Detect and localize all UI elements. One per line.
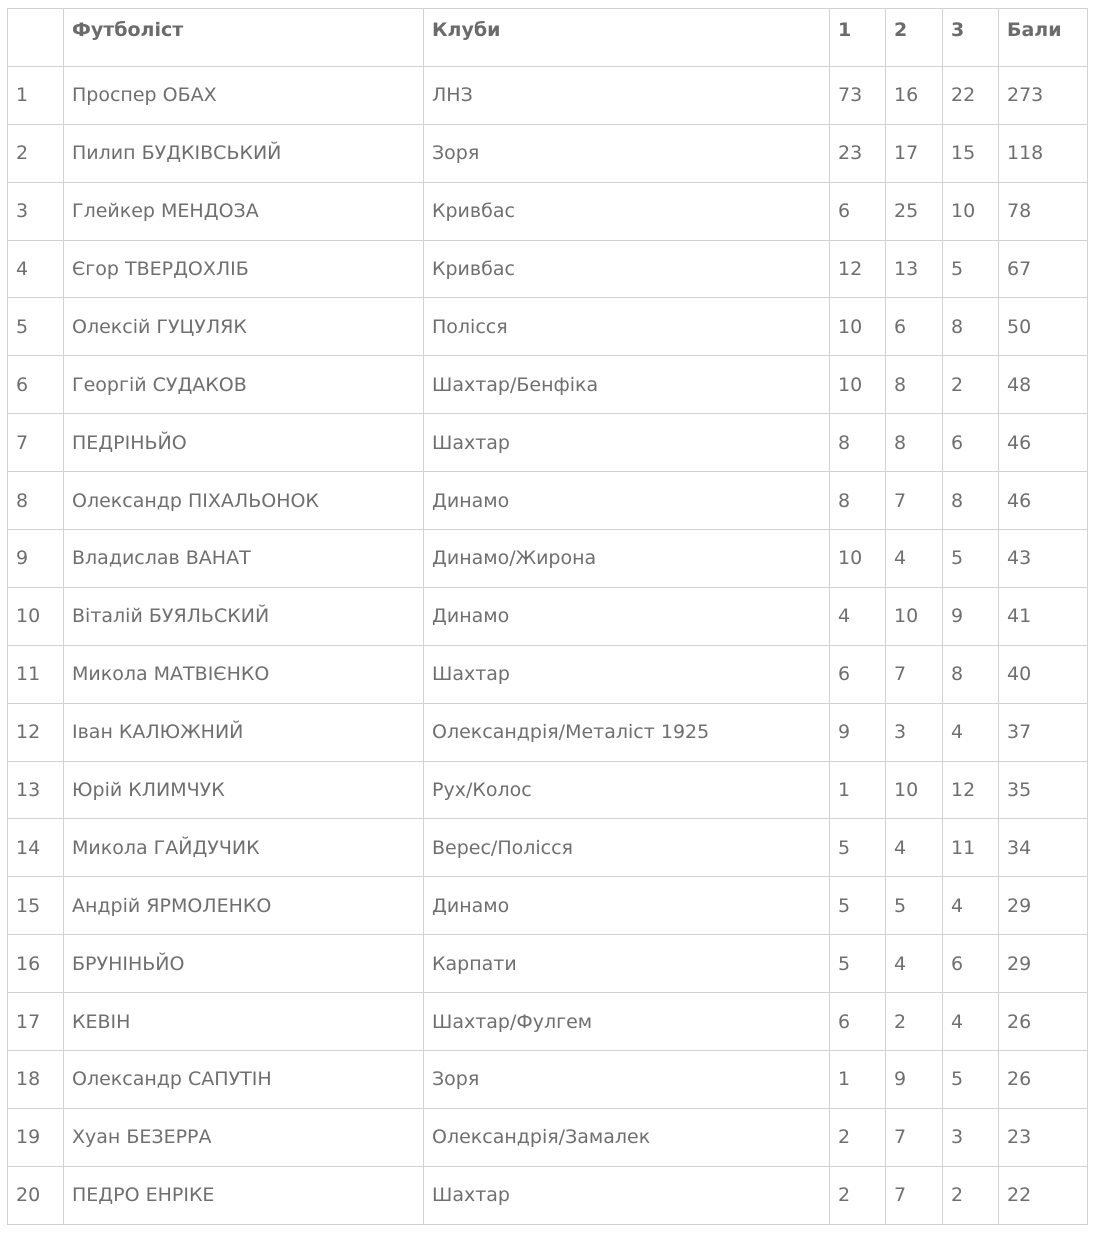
cell-third-place-votes: 12 [943, 761, 999, 819]
cell-first-place-votes: 2 [830, 1166, 886, 1224]
cell-rank: 5 [8, 298, 64, 356]
cell-third-place-votes: 5 [943, 1051, 999, 1109]
cell-points: 37 [999, 703, 1088, 761]
cell-second-place-votes: 2 [886, 993, 943, 1051]
cell-first-place-votes: 5 [830, 819, 886, 877]
cell-player: БРУНІНЬЙО [64, 935, 424, 993]
cell-club: Шахтар/Бенфіка [424, 356, 830, 414]
cell-club: Карпати [424, 935, 830, 993]
cell-third-place-votes: 4 [943, 993, 999, 1051]
cell-first-place-votes: 5 [830, 877, 886, 935]
table-row [8, 819, 1088, 877]
cell-third-place-votes: 15 [943, 124, 999, 182]
cell-player: Іван КАЛЮЖНИЙ [64, 703, 424, 761]
cell-first-place-votes: 6 [830, 645, 886, 703]
cell-club: Динамо [424, 587, 830, 645]
cell-rank: 17 [8, 993, 64, 1051]
cell-second-place-votes: 7 [886, 1108, 943, 1166]
cell-points: 78 [999, 182, 1088, 240]
cell-rank: 3 [8, 182, 64, 240]
cell-player: Андрій ЯРМОЛЕНКО [64, 877, 424, 935]
table-row [8, 1051, 1088, 1109]
cell-second-place-votes: 10 [886, 587, 943, 645]
cell-club: ЛНЗ [424, 66, 830, 124]
cell-second-place-votes: 7 [886, 1166, 943, 1224]
cell-club: Верес/Полісся [424, 819, 830, 877]
cell-points: 22 [999, 1166, 1088, 1224]
table-row [8, 182, 1088, 240]
cell-second-place-votes: 4 [886, 935, 943, 993]
cell-rank: 20 [8, 1166, 64, 1224]
cell-club: Полісся [424, 298, 830, 356]
table-row [8, 877, 1088, 935]
cell-first-place-votes: 8 [830, 472, 886, 530]
cell-rank: 13 [8, 761, 64, 819]
cell-second-place-votes: 7 [886, 645, 943, 703]
header-club: Клуби [424, 9, 830, 67]
table-row [8, 472, 1088, 530]
cell-points: 26 [999, 1051, 1088, 1109]
cell-third-place-votes: 8 [943, 472, 999, 530]
table-row [8, 124, 1088, 182]
cell-club: Шахтар/Фулгем [424, 993, 830, 1051]
table-row [8, 1166, 1088, 1224]
cell-points: 34 [999, 819, 1088, 877]
table-row [8, 298, 1088, 356]
cell-third-place-votes: 22 [943, 66, 999, 124]
cell-club: Шахтар [424, 1166, 830, 1224]
cell-second-place-votes: 7 [886, 472, 943, 530]
cell-club: Динамо/Жирона [424, 530, 830, 588]
table-row [8, 761, 1088, 819]
cell-points: 40 [999, 645, 1088, 703]
cell-rank: 15 [8, 877, 64, 935]
cell-first-place-votes: 5 [830, 935, 886, 993]
cell-player: Олексій ГУЦУЛЯК [64, 298, 424, 356]
cell-points: 67 [999, 240, 1088, 298]
cell-first-place-votes: 1 [830, 1051, 886, 1109]
cell-player: Владислав ВАНАТ [64, 530, 424, 588]
cell-second-place-votes: 16 [886, 66, 943, 124]
table-header [8, 9, 1088, 67]
cell-player: Олександр ПІХАЛЬОНОК [64, 472, 424, 530]
table-row [8, 414, 1088, 472]
cell-third-place-votes: 5 [943, 530, 999, 588]
cell-points: 26 [999, 993, 1088, 1051]
header-points: Бали [999, 9, 1088, 67]
cell-second-place-votes: 4 [886, 819, 943, 877]
table-body [8, 66, 1088, 1224]
header-player: Футболіст [64, 9, 424, 67]
cell-first-place-votes: 8 [830, 414, 886, 472]
cell-first-place-votes: 23 [830, 124, 886, 182]
cell-rank: 11 [8, 645, 64, 703]
table-row [8, 66, 1088, 124]
cell-club: Динамо [424, 877, 830, 935]
cell-club: Кривбас [424, 240, 830, 298]
cell-second-place-votes: 9 [886, 1051, 943, 1109]
cell-rank: 16 [8, 935, 64, 993]
cell-club: Олександрія/Замалек [424, 1108, 830, 1166]
cell-third-place-votes: 4 [943, 877, 999, 935]
cell-club: Олександрія/Металіст 1925 [424, 703, 830, 761]
cell-points: 48 [999, 356, 1088, 414]
cell-second-place-votes: 8 [886, 414, 943, 472]
cell-rank: 10 [8, 587, 64, 645]
cell-player: Юрій КЛИМЧУК [64, 761, 424, 819]
cell-rank: 18 [8, 1051, 64, 1109]
cell-rank: 4 [8, 240, 64, 298]
cell-third-place-votes: 9 [943, 587, 999, 645]
cell-player: Хуан БЕЗЕРРА [64, 1108, 424, 1166]
cell-third-place-votes: 3 [943, 1108, 999, 1166]
cell-player: Проспер ОБАХ [64, 66, 424, 124]
cell-points: 46 [999, 472, 1088, 530]
cell-first-place-votes: 10 [830, 356, 886, 414]
cell-third-place-votes: 6 [943, 414, 999, 472]
cell-player: Єгор ТВЕРДОХЛІБ [64, 240, 424, 298]
cell-player: Микола ГАЙДУЧИК [64, 819, 424, 877]
cell-third-place-votes: 4 [943, 703, 999, 761]
cell-first-place-votes: 10 [830, 298, 886, 356]
cell-second-place-votes: 8 [886, 356, 943, 414]
cell-first-place-votes: 1 [830, 761, 886, 819]
cell-first-place-votes: 4 [830, 587, 886, 645]
cell-second-place-votes: 25 [886, 182, 943, 240]
ranking-table [7, 8, 1088, 1225]
cell-club: Шахтар [424, 414, 830, 472]
cell-second-place-votes: 17 [886, 124, 943, 182]
cell-player: КЕВІН [64, 993, 424, 1051]
cell-player: ПЕДРО ЕНРІКЕ [64, 1166, 424, 1224]
cell-third-place-votes: 8 [943, 645, 999, 703]
cell-points: 35 [999, 761, 1088, 819]
cell-rank: 9 [8, 530, 64, 588]
table-row [8, 1108, 1088, 1166]
cell-first-place-votes: 73 [830, 66, 886, 124]
cell-third-place-votes: 11 [943, 819, 999, 877]
cell-third-place-votes: 6 [943, 935, 999, 993]
cell-points: 50 [999, 298, 1088, 356]
header-row [8, 9, 1088, 67]
cell-second-place-votes: 10 [886, 761, 943, 819]
cell-third-place-votes: 2 [943, 1166, 999, 1224]
cell-points: 41 [999, 587, 1088, 645]
cell-first-place-votes: 12 [830, 240, 886, 298]
cell-points: 46 [999, 414, 1088, 472]
cell-first-place-votes: 6 [830, 182, 886, 240]
table-row [8, 645, 1088, 703]
cell-player: Глейкер МЕНДОЗА [64, 182, 424, 240]
cell-rank: 2 [8, 124, 64, 182]
table-row [8, 703, 1088, 761]
cell-third-place-votes: 8 [943, 298, 999, 356]
cell-points: 29 [999, 877, 1088, 935]
cell-club: Зоря [424, 1051, 830, 1109]
cell-third-place-votes: 10 [943, 182, 999, 240]
cell-third-place-votes: 2 [943, 356, 999, 414]
table-row [8, 993, 1088, 1051]
cell-rank: 8 [8, 472, 64, 530]
cell-second-place-votes: 3 [886, 703, 943, 761]
cell-player: ПЕДРІНЬЙО [64, 414, 424, 472]
cell-club: Зоря [424, 124, 830, 182]
cell-points: 273 [999, 66, 1088, 124]
cell-second-place-votes: 5 [886, 877, 943, 935]
cell-second-place-votes: 6 [886, 298, 943, 356]
table-row [8, 935, 1088, 993]
cell-player: Пилип БУДКІВСЬКИЙ [64, 124, 424, 182]
table-row [8, 356, 1088, 414]
cell-player: Георгій СУДАКОВ [64, 356, 424, 414]
table-row [8, 240, 1088, 298]
cell-club: Рух/Колос [424, 761, 830, 819]
header-third-place-votes: 3 [943, 9, 999, 67]
table-row [8, 587, 1088, 645]
cell-points: 43 [999, 530, 1088, 588]
cell-second-place-votes: 4 [886, 530, 943, 588]
cell-third-place-votes: 5 [943, 240, 999, 298]
cell-player: Олександр САПУТІН [64, 1051, 424, 1109]
cell-first-place-votes: 10 [830, 530, 886, 588]
cell-player: Микола МАТВІЄНКО [64, 645, 424, 703]
cell-points: 118 [999, 124, 1088, 182]
cell-rank: 19 [8, 1108, 64, 1166]
header-second-place-votes: 2 [886, 9, 943, 67]
table-row [8, 530, 1088, 588]
header-rank [8, 9, 64, 67]
header-first-place-votes: 1 [830, 9, 886, 67]
cell-rank: 1 [8, 66, 64, 124]
cell-player: Віталій БУЯЛЬСКИЙ [64, 587, 424, 645]
cell-rank: 12 [8, 703, 64, 761]
cell-club: Шахтар [424, 645, 830, 703]
cell-rank: 14 [8, 819, 64, 877]
cell-rank: 7 [8, 414, 64, 472]
cell-first-place-votes: 9 [830, 703, 886, 761]
cell-points: 23 [999, 1108, 1088, 1166]
cell-first-place-votes: 6 [830, 993, 886, 1051]
cell-rank: 6 [8, 356, 64, 414]
cell-club: Динамо [424, 472, 830, 530]
cell-club: Кривбас [424, 182, 830, 240]
cell-second-place-votes: 13 [886, 240, 943, 298]
cell-points: 29 [999, 935, 1088, 993]
cell-first-place-votes: 2 [830, 1108, 886, 1166]
